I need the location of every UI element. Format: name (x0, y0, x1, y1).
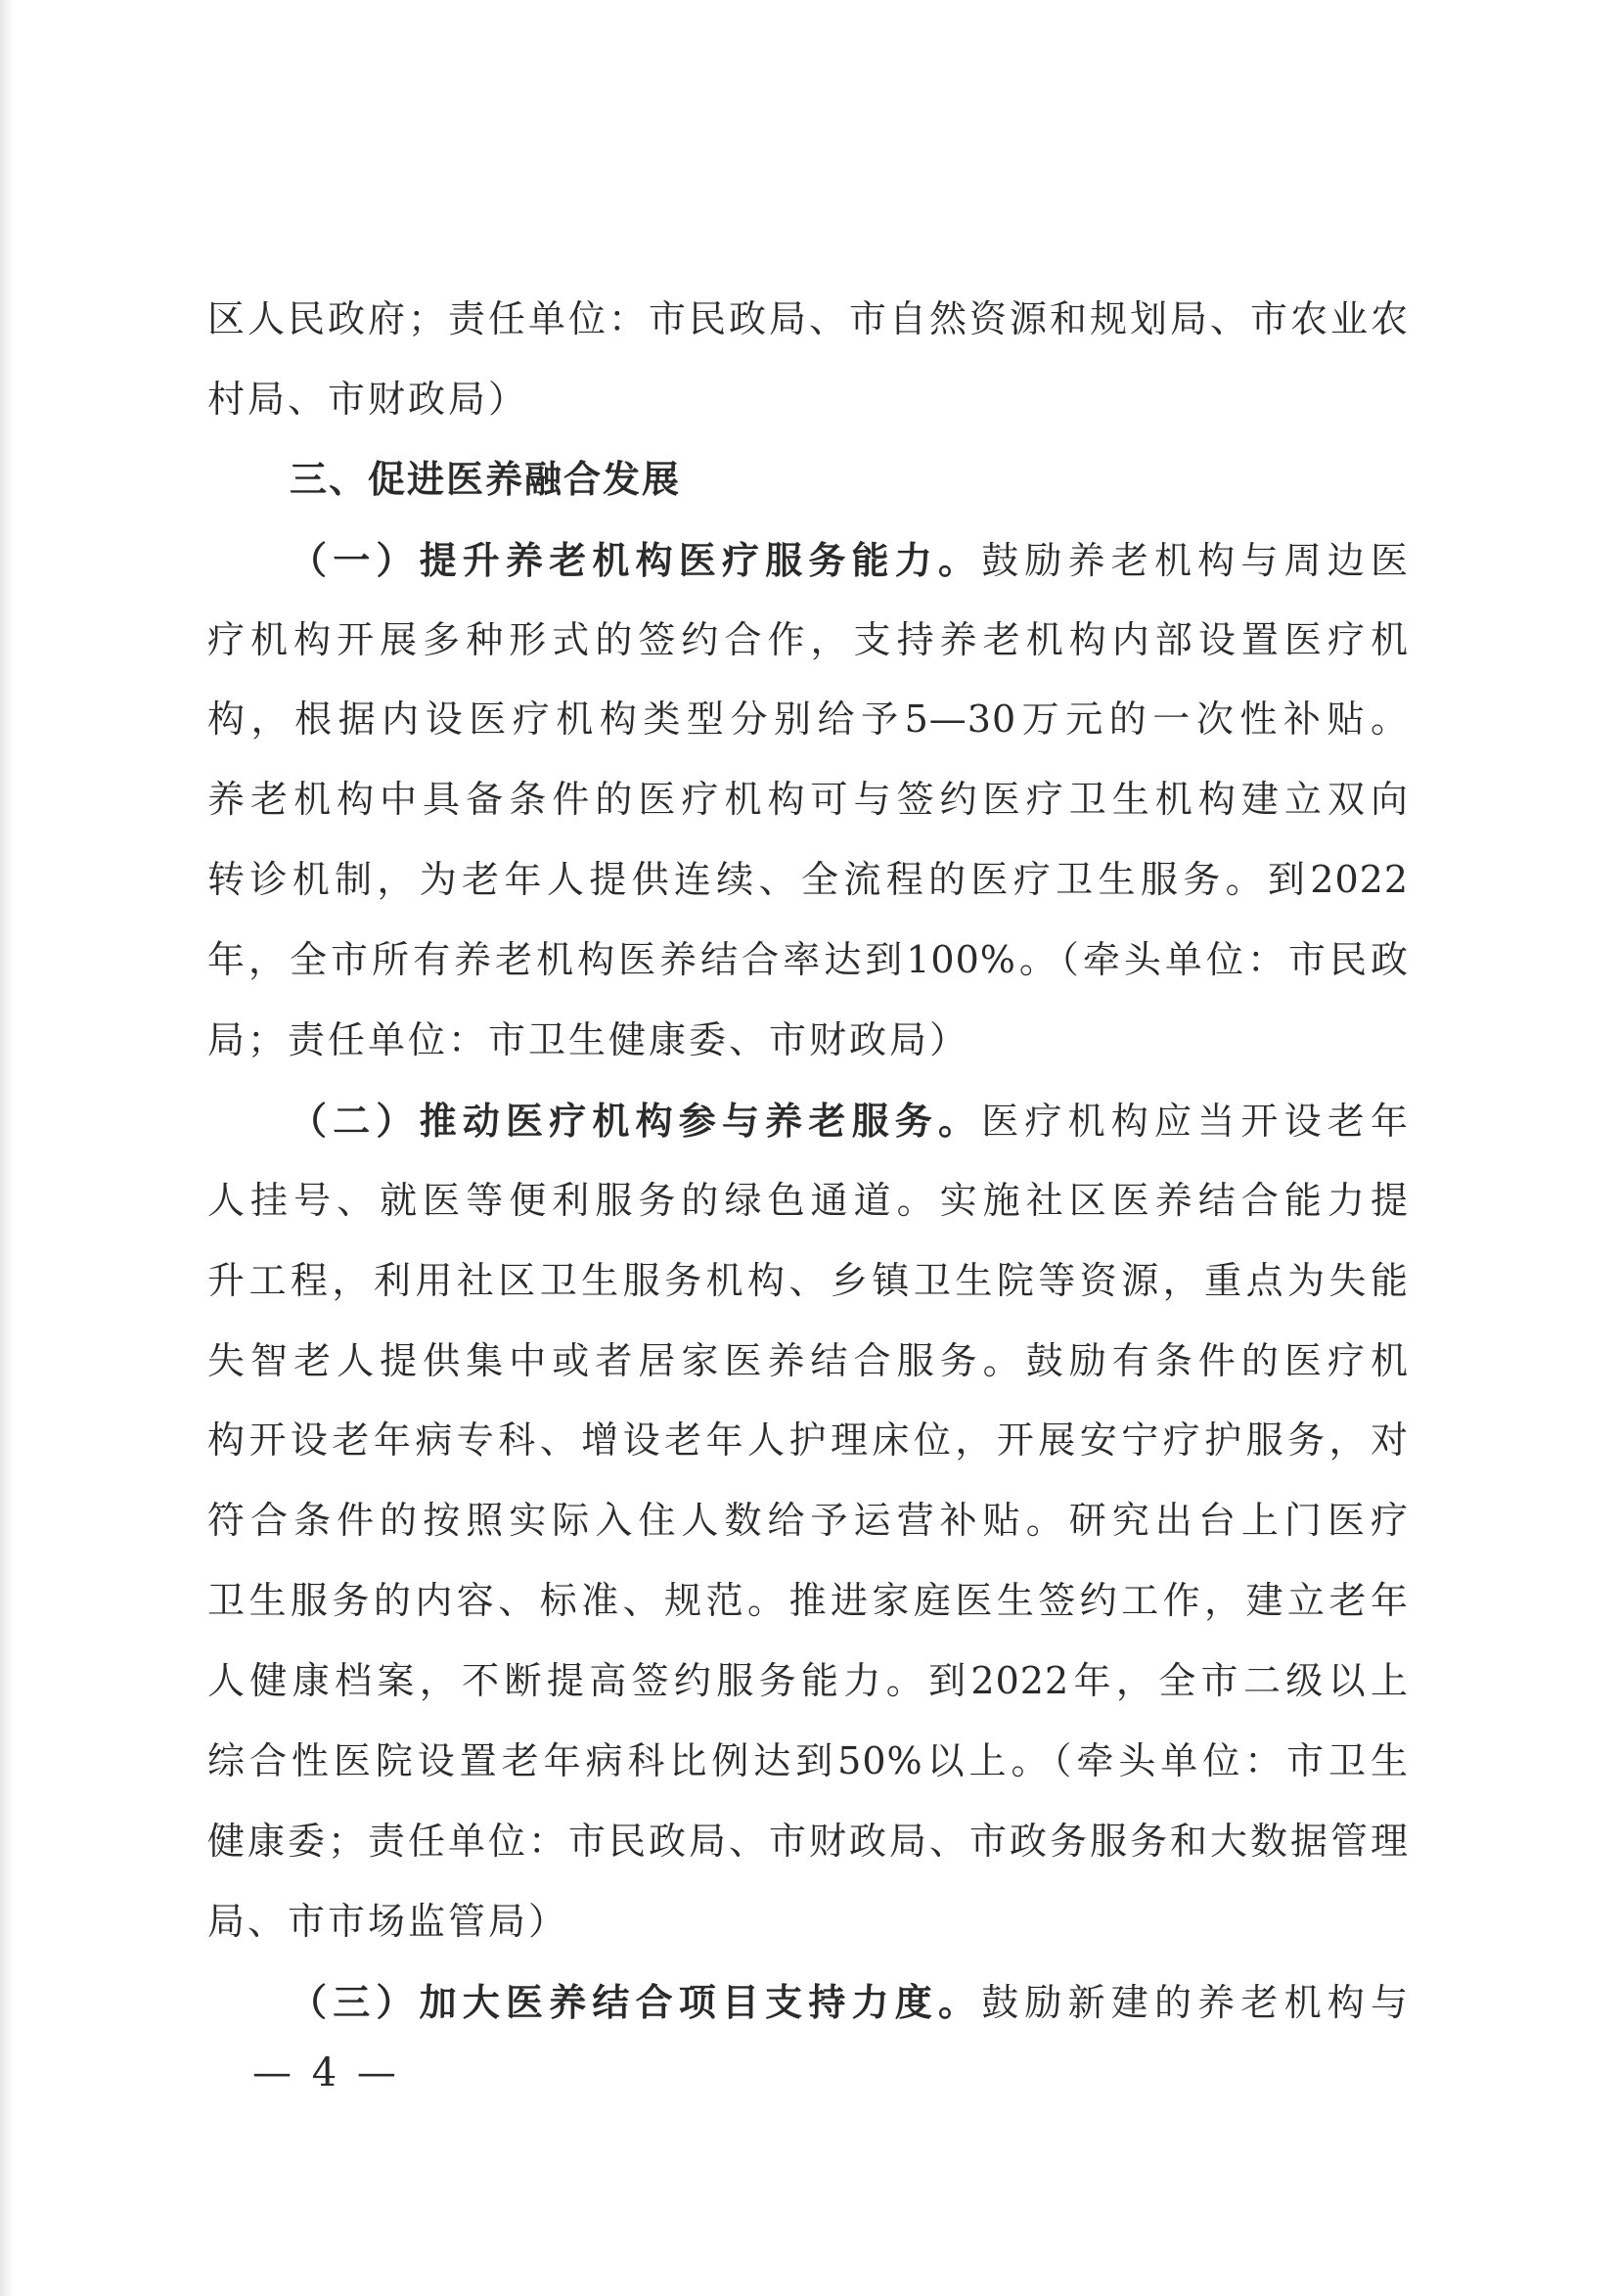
paragraph-heading: （二）推动医疗机构参与养老服务。 (290, 1098, 982, 1143)
page-number: — 4 — (252, 2050, 400, 2095)
text-line: 健康委；责任单位：市民政局、市财政局、市政务服务和大数据管理 (207, 1819, 1409, 1863)
text-line: 村局、市财政局） (207, 377, 529, 421)
text-line: 疗机构开展多种形式的签约合作，支持养老机构内部设置医疗机 (207, 617, 1409, 661)
text-line: 人挂号、就医等便利服务的绿色通道。实施社区医养结合能力提 (207, 1178, 1409, 1222)
paragraph-lead-line (207, 1081, 1409, 1161)
text-line: 构，根据内设医疗机构类型分别给予5—30万元的一次性补贴。 (207, 698, 1409, 742)
text-run: 鼓励养老机构与周边医 (981, 538, 1409, 582)
text-line: 养老机构中具备条件的医疗机构可与签约医疗卫生机构建立双向 (207, 778, 1409, 822)
text-line: 构开设老年病专科、增设老年人护理床位，开展安宁疗护服务，对 (207, 1418, 1409, 1463)
text-line: 年，全市所有养老机构医养结合率达到100%。（牵头单位：市民政 (207, 938, 1409, 982)
text-run: 医疗机构应当开设老年 (981, 1099, 1409, 1143)
text-line: 失智老人提供集中或者居家医养结合服务。鼓励有条件的医疗机 (207, 1338, 1409, 1382)
section-heading: 三、促进医养融合发展 (290, 457, 682, 501)
paragraph-lead-line (207, 520, 1409, 601)
text-line: 卫生服务的内容、标准、规范。推进家庭医生签约工作，建立老年 (207, 1579, 1409, 1623)
text-line: 升工程，利用社区卫生服务机构、乡镇卫生院等资源，重点为失能 (207, 1258, 1409, 1302)
text-line: 转诊机制，为老年人提供连续、全流程的医疗卫生服务。到2022 (207, 858, 1409, 902)
text-line: 符合条件的按照实际入住人数给予运营补贴。研究出台上门医疗 (207, 1499, 1409, 1543)
document-body (207, 280, 1409, 2043)
text-line: 局；责任单位：市卫生健康委、市财政局） (207, 1018, 970, 1062)
paragraph-heading: （一）提升养老机构医疗服务能力。 (290, 537, 982, 582)
text-line: 区人民政府；责任单位：市民政局、市自然资源和规划局、市农业农 (207, 297, 1409, 340)
text-line: 人健康档案，不断提高签约服务能力。到2022年，全市二级以上 (207, 1659, 1409, 1703)
paragraph-lead-line (207, 1962, 1409, 2043)
text-line: 局、市市场监管局） (207, 1899, 569, 1943)
paragraph-heading: （三）加大医养结合项目支持力度。 (290, 1979, 982, 2024)
text-line: 综合性医院设置老年病科比例达到50%以上。（牵头单位：市卫生 (207, 1739, 1409, 1783)
text-run: 鼓励新建的养老机构与 (981, 1980, 1409, 2024)
scan-edge-shadow (0, 0, 14, 2296)
